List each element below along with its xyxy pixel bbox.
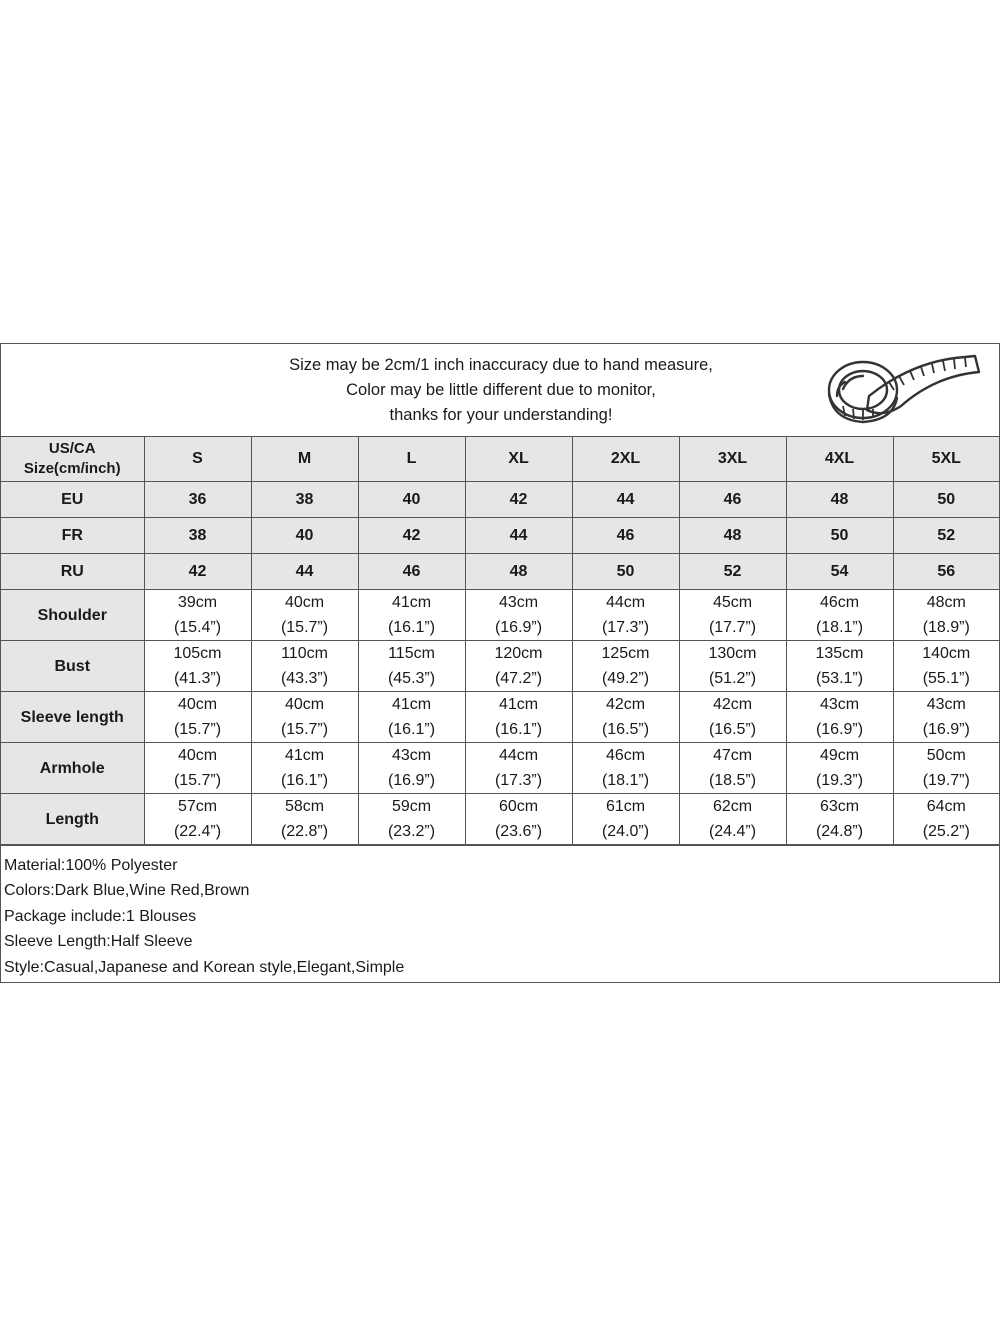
- row-label: Sleeve length: [1, 692, 144, 743]
- conversion-cell: 48: [465, 554, 572, 590]
- measurement-inch: (43.3”): [280, 670, 329, 687]
- measurement-cell: [679, 692, 786, 743]
- measurement-cm: 40cm: [284, 696, 325, 713]
- detail-style: Style:Casual,Japanese and Korean style,Elegant,Simple: [4, 958, 405, 976]
- measurement-inch: (16.9”): [494, 619, 543, 636]
- measurement-inch: (15.7”): [173, 721, 222, 738]
- measurement-inch: (18.9”): [922, 619, 970, 636]
- measurement-cm: 40cm: [284, 594, 325, 611]
- measurement-inch: (17.3”): [601, 619, 650, 636]
- measurement-cm: 105cm: [173, 645, 222, 662]
- row-label: Bust: [1, 641, 144, 692]
- measurement-cm: 63cm: [819, 798, 860, 815]
- measurement-cell: [465, 743, 572, 794]
- measurement-cell: [465, 794, 572, 845]
- measurement-cm: 43cm: [819, 696, 860, 713]
- measurement-cell: [144, 590, 251, 641]
- measurement-cell: [572, 743, 679, 794]
- measurement-inch: (17.3”): [494, 772, 543, 789]
- conversion-cell: 52: [679, 554, 786, 590]
- conversion-cell: 44: [572, 482, 679, 518]
- conversion-cell: 42: [358, 518, 465, 554]
- measurement-inch: (51.2”): [708, 670, 757, 687]
- conversion-cell: 48: [786, 482, 893, 518]
- conversion-cell: 44: [465, 518, 572, 554]
- measurement-cm: 140cm: [922, 645, 971, 662]
- measuring-tape-icon: [823, 352, 983, 430]
- measurement-inch: (41.3”): [173, 670, 222, 687]
- measurement-cell: [572, 590, 679, 641]
- measurement-inch: (16.1”): [387, 619, 436, 636]
- measurement-cm: 47cm: [712, 747, 753, 764]
- measurement-cell: [572, 692, 679, 743]
- conversion-row-fr: [1, 518, 999, 554]
- row-label: Armhole: [1, 743, 144, 794]
- measurement-inch: (19.7”): [922, 772, 970, 789]
- measurement-cm: 57cm: [177, 798, 218, 815]
- measurement-inch: (16.5”): [708, 721, 757, 738]
- measurement-cm: 115cm: [388, 645, 435, 662]
- measurement-cm: 40cm: [177, 696, 218, 713]
- measurement-cm: 62cm: [712, 798, 753, 815]
- measurement-cm: 40cm: [177, 747, 218, 764]
- notice-line: Size may be 2cm/1 inch inaccuracy due to hand measure,: [289, 356, 713, 374]
- conversion-cell: 46: [358, 554, 465, 590]
- measurement-inch: (24.8”): [815, 823, 864, 840]
- measurement-row-length: [1, 794, 999, 845]
- measurement-cm: 60cm: [498, 798, 539, 815]
- measurement-cm: 42cm: [712, 696, 753, 713]
- measurement-cell: [465, 641, 572, 692]
- measurement-row-shoulder: [1, 590, 999, 641]
- measurement-cell: [358, 794, 465, 845]
- measurement-cell: [679, 794, 786, 845]
- measurement-cell: [572, 794, 679, 845]
- conversion-row-eu: [1, 482, 999, 518]
- conversion-cell: 46: [679, 482, 786, 518]
- measurement-inch: (24.4”): [708, 823, 757, 840]
- measurement-inch: (45.3”): [387, 670, 436, 687]
- measurement-cell: [786, 641, 893, 692]
- measurement-cell: [465, 590, 572, 641]
- measurement-inch: (16.9”): [387, 772, 436, 789]
- measurement-inch: (16.5”): [601, 721, 650, 738]
- measurement-inch: (15.7”): [280, 619, 329, 636]
- measurement-inch: (18.5”): [708, 772, 757, 789]
- row-label: Length: [1, 794, 144, 845]
- measurement-cell: [893, 743, 999, 794]
- measurement-cell: [679, 641, 786, 692]
- measurement-inch: (17.7”): [708, 619, 757, 636]
- row-label: FR: [1, 518, 144, 554]
- measurement-cm: 41cm: [498, 696, 539, 713]
- measurement-cm: 49cm: [819, 747, 860, 764]
- measurement-inch: (24.0”): [601, 823, 650, 840]
- measurement-cell: [786, 794, 893, 845]
- conversion-cell: 38: [251, 482, 358, 518]
- row-label: Shoulder: [1, 590, 144, 641]
- measurement-cm: 43cm: [498, 594, 539, 611]
- measurement-cell: [572, 641, 679, 692]
- header-label-unit: Size(cm/inch): [23, 460, 121, 477]
- measurement-cm: 120cm: [494, 645, 543, 662]
- size-header-cell: S: [144, 437, 251, 482]
- measurement-cell: [358, 743, 465, 794]
- measurement-cell: [358, 641, 465, 692]
- conversion-cell: 42: [144, 554, 251, 590]
- conversion-cell: 50: [893, 482, 999, 518]
- measurement-inch: (18.1”): [815, 619, 864, 636]
- measurement-cell: [893, 641, 999, 692]
- measurement-inch: (15.7”): [280, 721, 329, 738]
- conversion-cell: 50: [572, 554, 679, 590]
- measurement-inch: (18.1”): [601, 772, 650, 789]
- measurement-cm: 45cm: [712, 594, 753, 611]
- measurement-inch: (19.3”): [815, 772, 864, 789]
- measurement-cm: 125cm: [601, 645, 650, 662]
- measurement-cell: [679, 743, 786, 794]
- measurement-inch: (15.7”): [173, 772, 222, 789]
- measurement-inch: (53.1”): [815, 670, 864, 687]
- detail-colors: Colors:Dark Blue,Wine Red,Brown: [4, 882, 250, 900]
- conversion-cell: 48: [679, 518, 786, 554]
- measurement-cell: [465, 692, 572, 743]
- measurement-cm: 46cm: [605, 747, 646, 764]
- size-header-cell: 5XL: [893, 437, 999, 482]
- header-label-us-ca: US/CA: [48, 440, 96, 457]
- detail-package: Package include:1 Blouses: [4, 907, 197, 925]
- product-details: [1, 845, 999, 980]
- measurement-cm: 43cm: [391, 747, 432, 764]
- measurement-row-armhole: [1, 743, 999, 794]
- conversion-cell: 46: [572, 518, 679, 554]
- measurement-cm: 43cm: [926, 696, 966, 713]
- measurement-inch: (16.1”): [387, 721, 436, 738]
- measurement-cm: 42cm: [605, 696, 646, 713]
- measurement-cm: 50cm: [926, 747, 966, 764]
- conversion-cell: 40: [358, 482, 465, 518]
- conversion-cell: 36: [144, 482, 251, 518]
- size-header-row: [1, 437, 999, 482]
- conversion-cell: 52: [893, 518, 999, 554]
- measurement-cm: 44cm: [498, 747, 539, 764]
- measurement-cm: 48cm: [926, 594, 966, 611]
- size-header-cell: L: [358, 437, 465, 482]
- detail-sleeve-length: Sleeve Length:Half Sleeve: [4, 933, 193, 951]
- measurement-cell: [251, 641, 358, 692]
- measurement-cell: [251, 692, 358, 743]
- measurement-cell: [144, 692, 251, 743]
- measurement-inch: (25.2”): [922, 823, 970, 840]
- measurement-inch: (16.9”): [815, 721, 864, 738]
- measurement-row-sleeve-length: [1, 692, 999, 743]
- measurement-cell: [679, 590, 786, 641]
- size-header-cell: 4XL: [786, 437, 893, 482]
- measurement-inch: (49.2”): [601, 670, 650, 687]
- notice-line: thanks for your understanding!: [389, 406, 613, 424]
- measurement-inch: (22.8”): [280, 823, 329, 840]
- size-chart: [0, 343, 1000, 983]
- conversion-cell: 56: [893, 554, 999, 590]
- measurement-cm: 64cm: [926, 798, 966, 815]
- measurement-cell: [251, 743, 358, 794]
- notice-line: Color may be little different due to monitor,: [346, 381, 656, 399]
- detail-material: Material:100% Polyester: [4, 857, 178, 874]
- measurement-cm: 39cm: [177, 594, 218, 611]
- measurement-cell: [144, 794, 251, 845]
- conversion-cell: 40: [251, 518, 358, 554]
- measurement-inch: (15.4”): [173, 619, 222, 636]
- measurement-cm: 110cm: [281, 645, 328, 662]
- measurement-cell: [251, 794, 358, 845]
- size-header-cell: XL: [465, 437, 572, 482]
- size-header-cell: 2XL: [572, 437, 679, 482]
- measurement-cell: [893, 590, 999, 641]
- measurement-inch: (47.2”): [494, 670, 543, 687]
- measurement-cell: [786, 692, 893, 743]
- size-table: [1, 437, 999, 845]
- measurement-cell: [144, 743, 251, 794]
- measurement-inch: (23.6”): [494, 823, 543, 840]
- measurement-cm: 46cm: [819, 594, 860, 611]
- measurement-cell: [144, 641, 251, 692]
- measurement-cm: 41cm: [284, 747, 325, 764]
- measurement-cm: 41cm: [391, 594, 432, 611]
- measurement-cell: [893, 794, 999, 845]
- measurement-inch: (16.9”): [922, 721, 970, 738]
- measurement-cell: [251, 590, 358, 641]
- measurement-cell: [358, 590, 465, 641]
- measurement-cm: 44cm: [605, 594, 646, 611]
- size-header-cell: 3XL: [679, 437, 786, 482]
- row-label: RU: [1, 554, 144, 590]
- measurement-cm: 61cm: [605, 798, 646, 815]
- measurement-cm: 130cm: [708, 645, 757, 662]
- notice-banner: [1, 344, 999, 437]
- measurement-cm: 59cm: [391, 798, 432, 815]
- measurement-cm: 41cm: [391, 696, 432, 713]
- conversion-cell: 44: [251, 554, 358, 590]
- size-header-label: [1, 437, 144, 482]
- measurement-inch: (55.1”): [922, 670, 970, 687]
- conversion-cell: 42: [465, 482, 572, 518]
- conversion-cell: 50: [786, 518, 893, 554]
- measurement-cm: 135cm: [815, 645, 864, 662]
- measurement-cm: 58cm: [284, 798, 325, 815]
- measurement-cell: [786, 590, 893, 641]
- size-header-cell: M: [251, 437, 358, 482]
- measurement-cell: [893, 692, 999, 743]
- measurement-inch: (16.1”): [280, 772, 329, 789]
- conversion-row-ru: [1, 554, 999, 590]
- measurement-cell: [786, 743, 893, 794]
- measurement-inch: (22.4”): [173, 823, 222, 840]
- measurement-inch: (23.2”): [387, 823, 436, 840]
- measurement-row-bust: [1, 641, 999, 692]
- row-label: EU: [1, 482, 144, 518]
- measurement-cell: [358, 692, 465, 743]
- measurement-inch: (16.1”): [494, 721, 543, 738]
- conversion-cell: 38: [144, 518, 251, 554]
- conversion-cell: 54: [786, 554, 893, 590]
